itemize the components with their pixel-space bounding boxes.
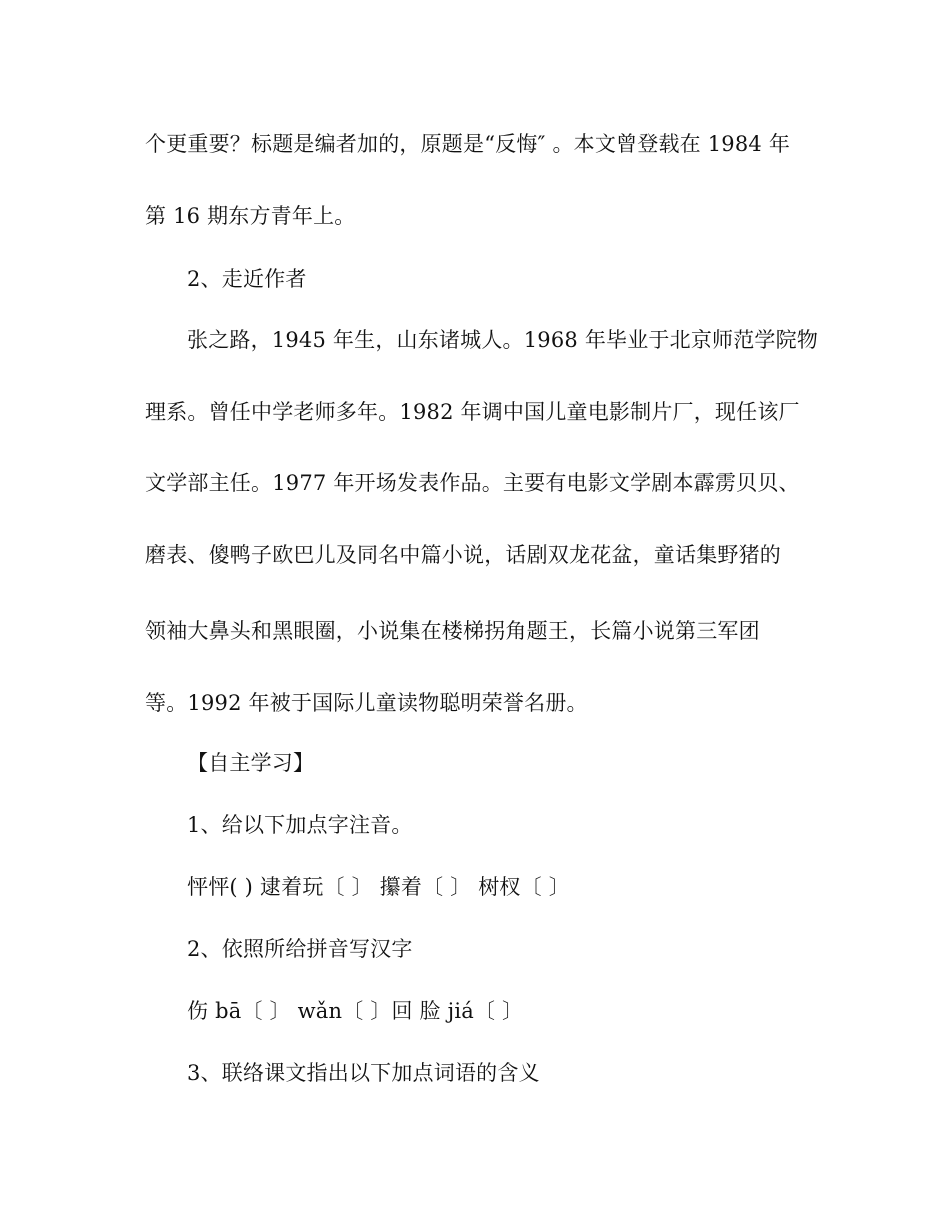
paragraph-line: 领袖大鼻头和黑眼圈，小说集在楼梯拐角题王，长篇小说第三军团 <box>145 619 760 643</box>
section-heading: 【自主学习】 <box>187 751 315 775</box>
paragraph-line: 文学部主任。1977 年开场发表作品。主要有电影文学剧本霹雳贝贝、 <box>145 471 800 495</box>
paragraph-line: 等。1992 年被于国际儿童读物聪明荣誉名册。 <box>145 691 588 715</box>
paragraph-line: 张之路，1945 年生，山东诸城人。1968 年毕业于北京师范学院物 <box>187 328 819 352</box>
paragraph-line: 理系。曾任中学老师多年。1982 年调中国儿童电影制片厂，现任该厂 <box>145 400 800 424</box>
paragraph-line: 磨表、傻鸭子欧巴儿及同名中篇小说，话剧双龙花盆，童话集野猪的 <box>145 543 781 567</box>
exercise-prompt: 3、联络课文指出以下加点词语的含义 <box>187 1061 540 1085</box>
exercise-items: 怦怦( ) 逮着玩〔 〕 攥着〔 〕 树杈〔 〕 <box>187 875 570 899</box>
paragraph-line: 第 16 期东方青年上。 <box>145 204 356 228</box>
exercise-prompt: 2、依照所给拼音写汉字 <box>187 937 413 961</box>
exercise-prompt: 1、给以下加点字注音。 <box>187 813 413 837</box>
section-heading: 2、走近作者 <box>187 267 307 291</box>
paragraph-line: 个更重要？标题是编者加的，原题是“反悔″ 。本文曾登载在 1984 年 <box>145 132 791 156</box>
exercise-items: 伤 bā〔 〕 wǎn〔 〕回 脸 jiá〔 〕 <box>187 999 524 1023</box>
